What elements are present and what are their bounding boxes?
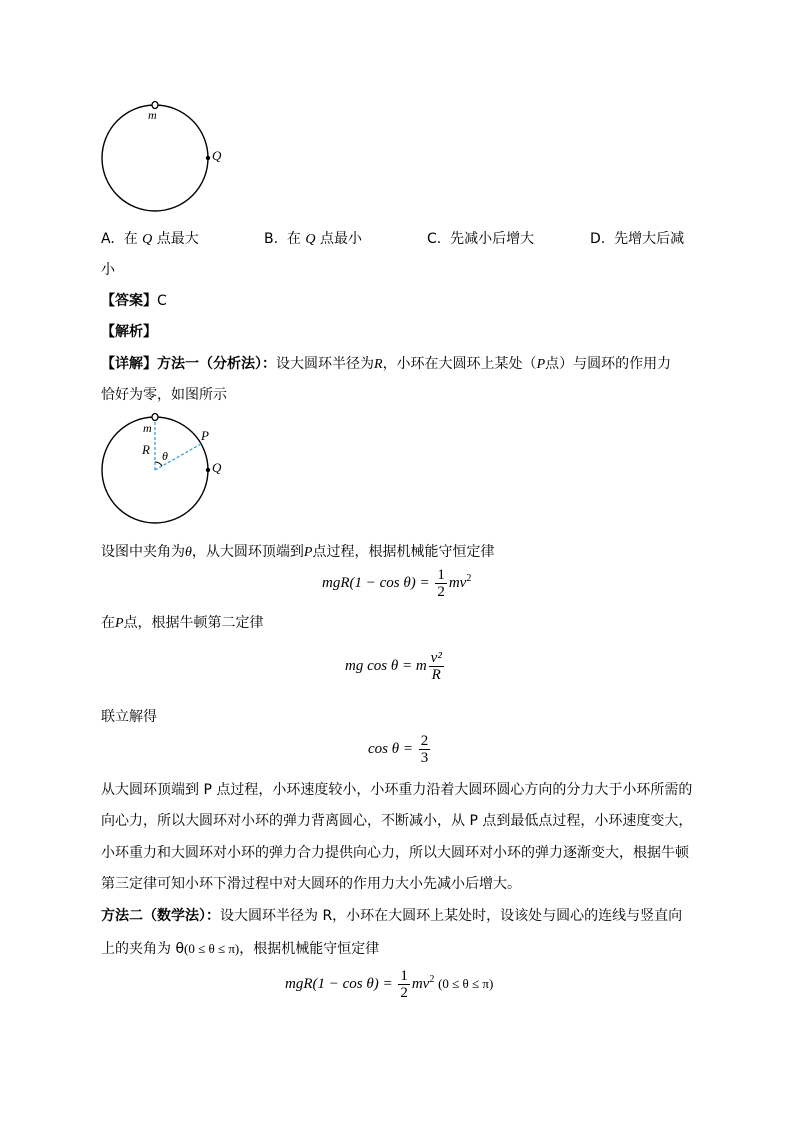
para1: 设图中夹角为θ，从大圆环顶端到P点过程，根据机械能守恒定律 [101,544,495,560]
fig2-mass-label: m [143,421,152,435]
figure2-circle-diagram [95,410,235,530]
angle-arc [155,462,162,466]
small-ring-2 [152,414,158,421]
figure1-circle-diagram [95,98,235,218]
answer-value: C [157,293,167,309]
fig2-q-label: Q [212,460,222,475]
option-a[interactable]: A. 在 Q 点最大 [101,231,199,247]
method2-line2: 上的夹角为 θ(0 ≤ θ ≤ π)，根据机械能守恒定律 [101,941,380,957]
analysis-tag: 【解析】 [101,324,157,340]
option-c[interactable]: C. 先减小后增大 [427,231,535,247]
fig2-theta-label: θ [162,449,168,463]
option-b[interactable]: B. 在 Q 点最小 [264,231,362,247]
para4-line2: 向心力，所以大圆环对小环的弹力背离圆心，不断减小，从 P 点到最低点过程，小环速度变大， [101,813,693,829]
para4-line3: 小环重力和大圆环对小环的弹力合力提供向心力，所以大圆环对小环的弹力逐渐变大，根据牛顿 [101,845,689,861]
fig1-q-label: Q [212,148,222,163]
equation-newton: mg cos θ = m $\frac{\text{v²}}{R}$ [345,650,442,683]
equation-energy-2: mgR(1 − cos θ) = $\frac{1}{2}$ $mv^2$ (0 ≤ θ ≤ π) [285,968,494,1001]
para2: 在P点，根据牛顿第二定律 [101,615,264,631]
answer-line [101,290,167,310]
equation-energy: mgR(1 − cos θ) = $\frac{1}{2}$ $mv^2$ [322,567,472,600]
option-d-wrap: 小 [101,262,115,278]
point-q-dot [206,156,210,160]
method2-line1: 方法二（数学法）：设大圆环半径为 R，小环在大圆环上某处时，设该处与圆心的连线与竖直向 [101,908,683,924]
para4-line4: 第三定律可知小环下滑过程中对大圆环的作用力大小先减小后增大。 [101,876,521,892]
detail-line1: 【详解】方法一（分析法）：设大圆环半径为R，小环在大圆环上某处（P点）与圆环的作用力 [101,356,672,372]
para3: 联立解得 [101,709,157,725]
detail-line2: 恰好为零，如图所示 [101,387,227,403]
option-d[interactable]: D. 先增大后减 [590,231,685,247]
para4-line1: 从大圆环顶端到 P 点过程，小环速度较小，小环重力沿着大圆环圆心方向的分力大于小环所需的 [101,782,693,798]
point-q-dot-2 [206,468,210,472]
equation-result: cos θ = $\frac{2}{3}$ [368,733,429,766]
fig1-mass-label: m [148,108,157,122]
fig2-r-label: R [142,442,150,457]
fig2-p-label: P [201,428,209,443]
answer-tag: 【答案】 [101,293,157,309]
